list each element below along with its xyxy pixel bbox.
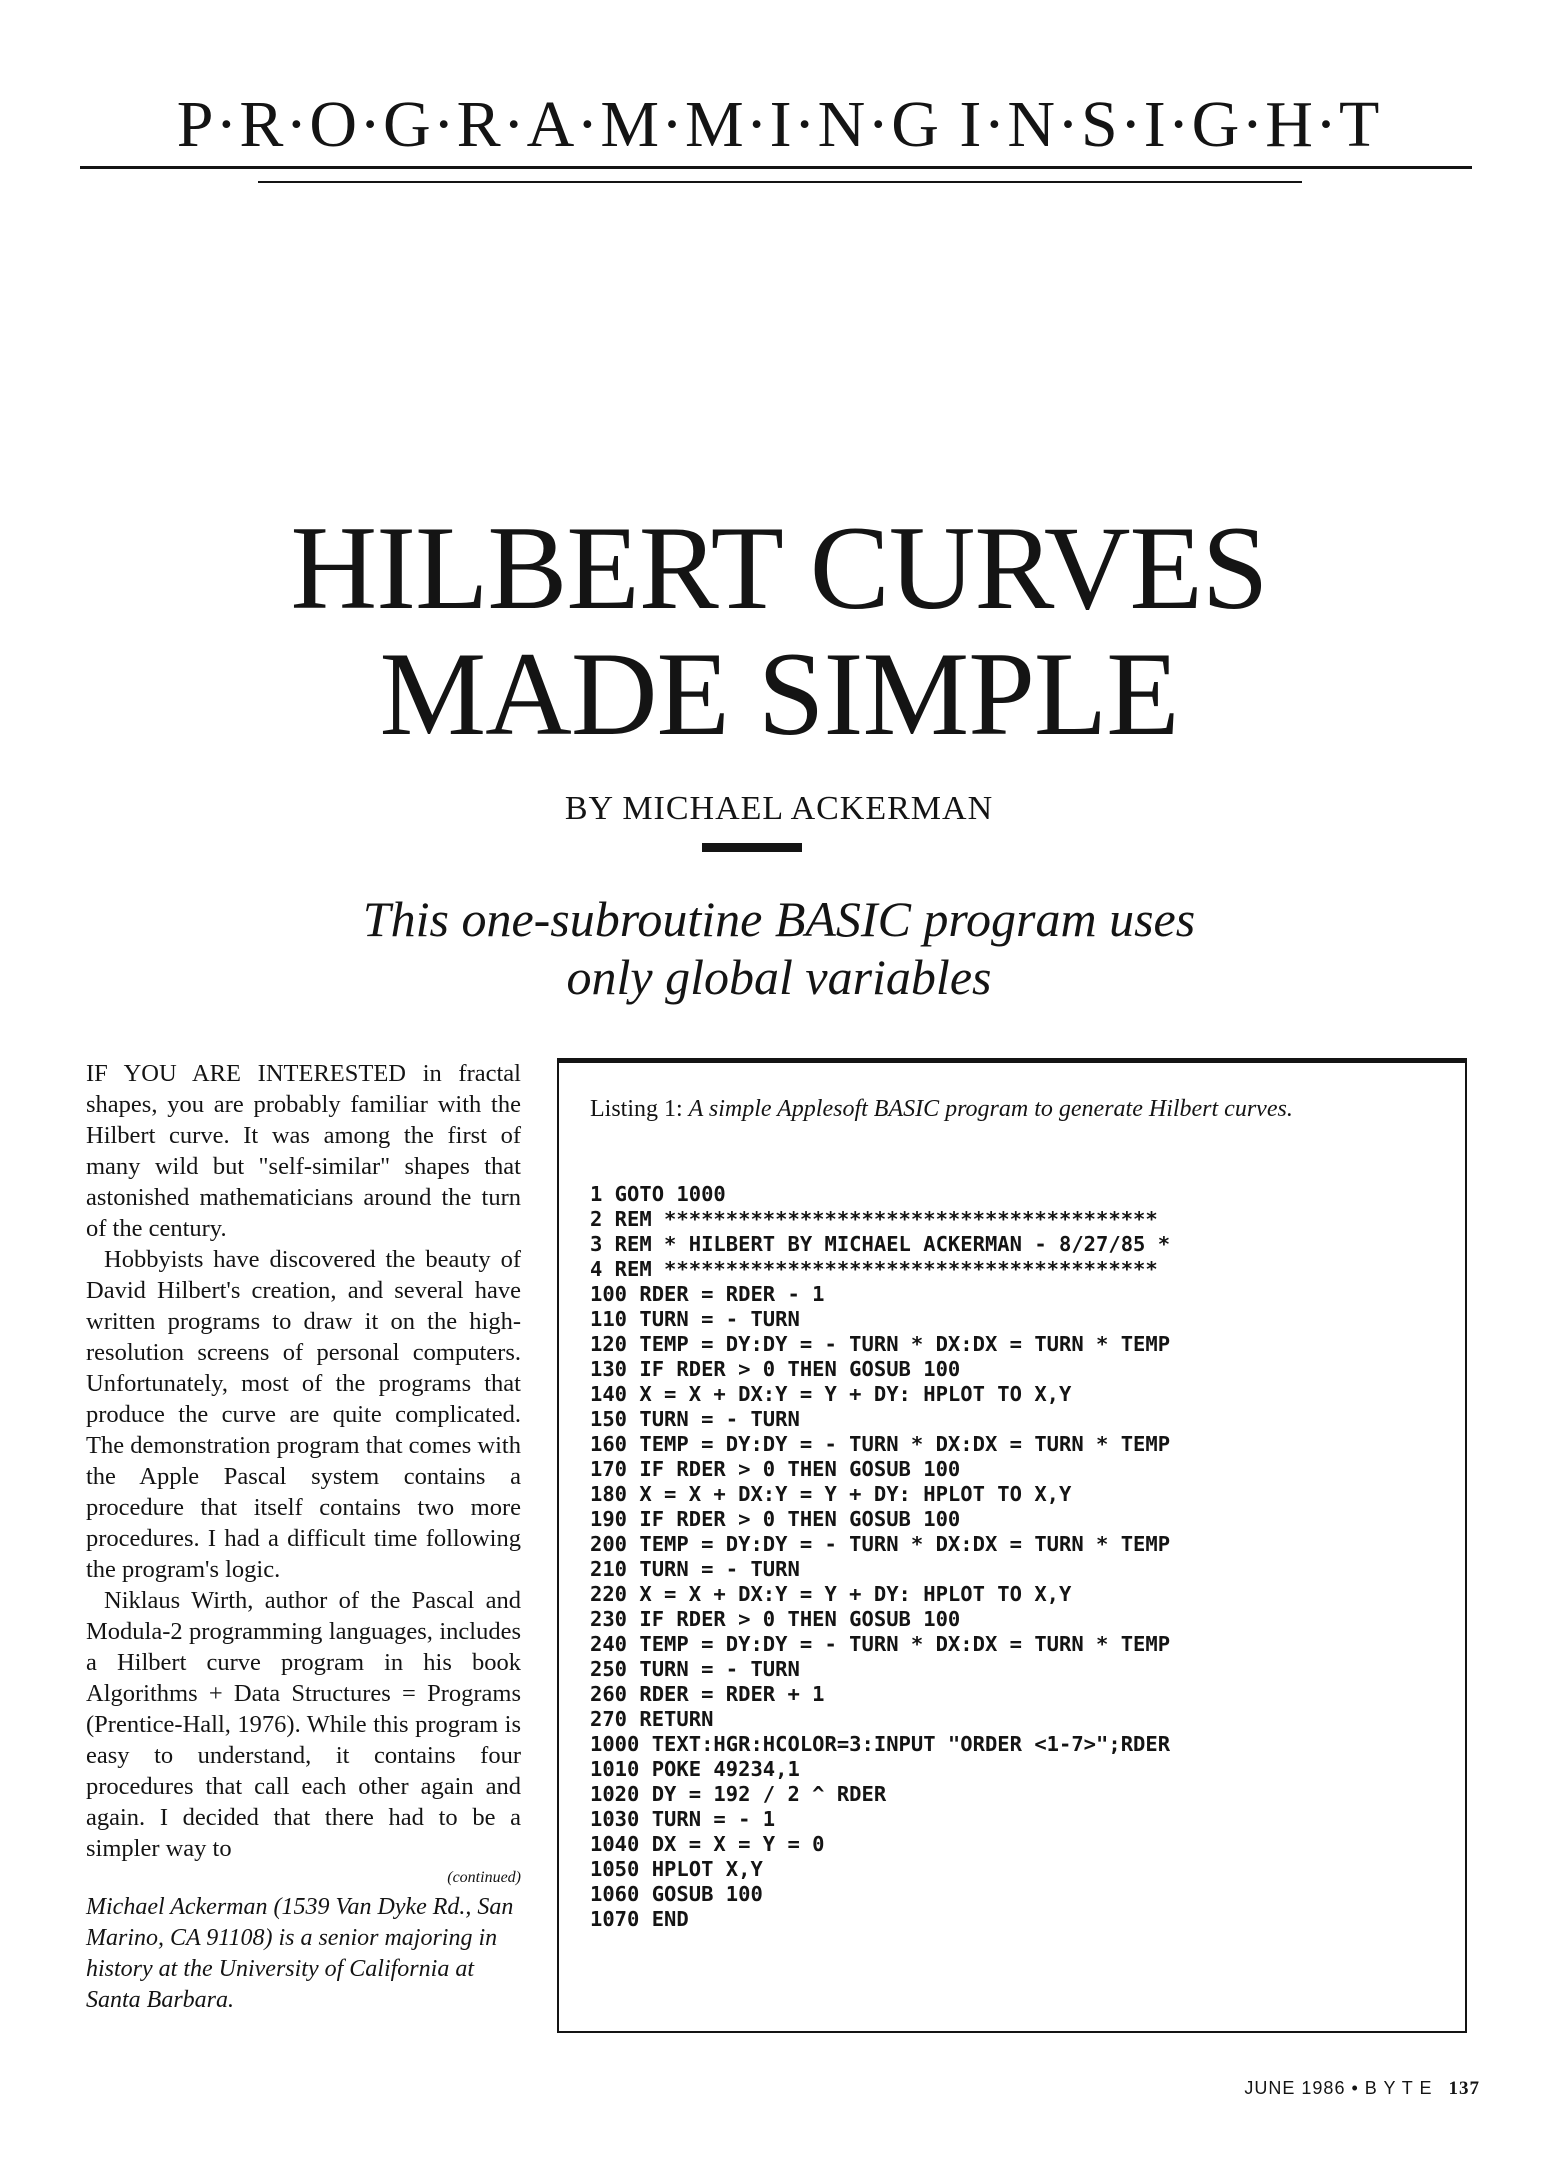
- page-footer: [1150, 2078, 1480, 2100]
- code-line: 270 RETURN: [590, 1707, 714, 1731]
- code-line: 1020 DY = 192 / 2 ^ RDER: [590, 1782, 887, 1806]
- byline: BY MICHAEL ACKERMAN: [564, 790, 994, 827]
- body-column: [86, 1058, 521, 2016]
- subtitle-line-2: only global variables: [566, 949, 992, 1005]
- title-line-2: MADE SIMPLE: [379, 627, 1179, 760]
- code-line: 190 IF RDER > 0 THEN GOSUB 100: [590, 1507, 961, 1531]
- code-line: 100 RDER = RDER - 1: [590, 1282, 825, 1306]
- code-line: 260 RDER = RDER + 1: [590, 1682, 825, 1706]
- code-line: 200 TEMP = DY:DY = - TURN * DX:DX = TURN * TEMP: [590, 1532, 1171, 1556]
- continued-note: (continued): [447, 1869, 521, 1886]
- code-line: 1070 END: [590, 1907, 689, 1931]
- title-line-1: HILBERT CURVES: [290, 501, 1268, 634]
- listing-caption: [590, 1096, 1450, 1123]
- byline-bar: [702, 843, 802, 852]
- header-rule-inner: [258, 181, 1302, 183]
- paragraph-1: IF YOU ARE INTERESTED in fractal shapes, you are probably familiar with the Hilbert curve. It was among the first of many wild but "self-similar" shapes that astonished mathematicians around the turn of the century.: [86, 1060, 521, 1242]
- header-rule: [80, 166, 1472, 169]
- code-line: 140 X = X + DX:Y = Y + DY: HPLOT TO X,Y: [590, 1382, 1072, 1406]
- code-listing: [590, 1182, 1460, 1932]
- code-line: 150 TURN = - TURN: [590, 1407, 800, 1431]
- code-line: 110 TURN = - TURN: [590, 1307, 800, 1331]
- code-line: 1030 TURN = - 1: [590, 1807, 776, 1831]
- footer-issue: JUNE 1986 • B Y T E: [1244, 2078, 1433, 2098]
- listing-caption-lead: Listing 1:: [590, 1096, 683, 1122]
- code-line: 4 REM ****************************************: [590, 1257, 1158, 1281]
- code-line: 160 TEMP = DY:DY = - TURN * DX:DX = TURN * TEMP: [590, 1432, 1171, 1456]
- code-line: 1040 DX = X = Y = 0: [590, 1832, 825, 1856]
- code-line: 130 IF RDER > 0 THEN GOSUB 100: [590, 1357, 961, 1381]
- code-line: 1050 HPLOT X,Y: [590, 1857, 763, 1881]
- code-line: 240 TEMP = DY:DY = - TURN * DX:DX = TURN * TEMP: [590, 1632, 1171, 1656]
- code-line: 1 GOTO 1000: [590, 1182, 726, 1206]
- code-line: 3 REM * HILBERT BY MICHAEL ACKERMAN - 8/27/85 *: [590, 1232, 1171, 1256]
- code-line: 170 IF RDER > 0 THEN GOSUB 100: [590, 1457, 961, 1481]
- code-line: 220 X = X + DX:Y = Y + DY: HPLOT TO X,Y: [590, 1582, 1072, 1606]
- code-line: 250 TURN = - TURN: [590, 1657, 800, 1681]
- code-line: 1010 POKE 49234,1: [590, 1757, 800, 1781]
- paragraph-3: Niklaus Wirth, author of the Pascal and Modula-2 programming languages, includes a Hilbert curve program in his book Algorithms + Data Structures = Programs (Prentice-Hall, 1976). While this program is easy to understand, it contains four procedures that call each other again and again. I decided that there had to be a simpler way to: [86, 1587, 521, 1862]
- author-bio: Michael Ackerman (1539 Van Dyke Rd., San Marino, CA 91108) is a senior majoring in history at the University of California at Santa Barbara.: [86, 1894, 514, 2013]
- code-line: 1000 TEXT:HGR:HCOLOR=3:INPUT "ORDER <1-7>";RDER: [590, 1732, 1171, 1756]
- article-title: [0, 501, 1558, 760]
- section-header: P·R·O·G·R·A·M·M·I·N·G I·N·S·I·G·H·T: [176, 88, 1382, 161]
- code-line: 210 TURN = - TURN: [590, 1557, 800, 1581]
- code-line: 120 TEMP = DY:DY = - TURN * DX:DX = TURN * TEMP: [590, 1332, 1171, 1356]
- paragraph-2: Hobbyists have discovered the beauty of David Hilbert's creation, and several have written programs to draw it on the high-resolution screens of personal computers. Unfortunately, most of the programs that produce the curve are quite complicated. The demonstration program that comes with the Apple Pascal system contains a procedure that itself contains two more procedures. I had a difficult time following the program's logic.: [86, 1246, 521, 1583]
- article-subtitle: [0, 890, 1558, 1006]
- code-line: 1060 GOSUB 100: [590, 1882, 763, 1906]
- code-line: 230 IF RDER > 0 THEN GOSUB 100: [590, 1607, 961, 1631]
- listing-caption-text: A simple Applesoft BASIC program to generate Hilbert curves.: [688, 1096, 1293, 1122]
- page-number: 137: [1448, 2078, 1480, 2099]
- subtitle-line-1: This one-subroutine BASIC program uses: [362, 891, 1196, 947]
- code-line: 180 X = X + DX:Y = Y + DY: HPLOT TO X,Y: [590, 1482, 1072, 1506]
- code-line: 2 REM ****************************************: [590, 1207, 1158, 1231]
